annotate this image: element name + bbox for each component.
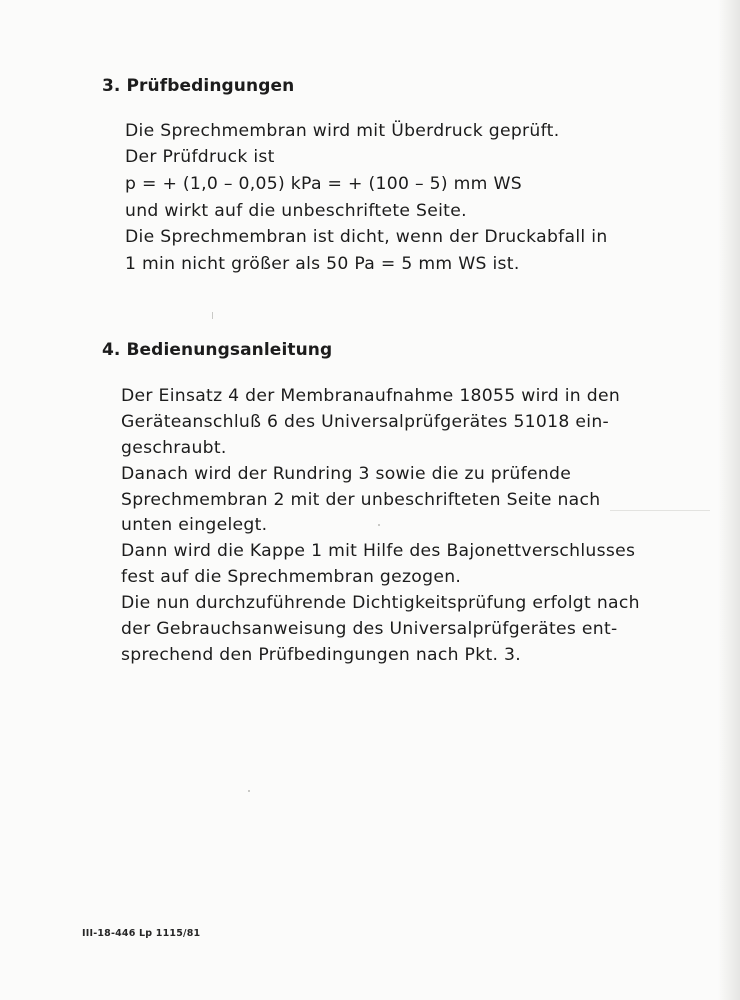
body-line: fest auf die Sprechmembran gezogen. (121, 567, 462, 587)
body-line: und wirkt auf die unbeschriftete Seite. (125, 201, 467, 221)
section-title: Bedienungsanleitung (126, 340, 333, 360)
body-line: geschraubt. (121, 438, 227, 458)
body-line: Die Sprechmembran wird mit Überdruck geprüft. (125, 121, 560, 141)
section-title: Prüfbedingungen (126, 76, 295, 96)
scan-mark (248, 790, 250, 792)
scan-mark (378, 524, 380, 526)
body-line: Geräteanschluß 6 des Universalprüfgerätes 51018 ein- (121, 412, 610, 432)
page-edge-shadow (718, 0, 740, 1000)
body-line: Der Einsatz 4 der Membranaufnahme 18055 wird in den (121, 386, 621, 406)
body-line: der Gebrauchsanweisung des Universalprüfgerätes ent- (121, 619, 618, 639)
section-number: 3. (102, 76, 121, 96)
body-line: Die nun durchzuführende Dichtigkeitsprüfung erfolgt nach (121, 593, 640, 613)
scan-mark (212, 312, 213, 319)
section-heading (102, 76, 294, 96)
body-line: Dann wird die Kappe 1 mit Hilfe des Bajonettverschlusses (121, 541, 636, 561)
body-line: Danach wird der Rundring 3 sowie die zu prüfende (121, 464, 572, 484)
body-line: Sprechmembran 2 mit der unbeschrifteten Seite nach (121, 490, 601, 510)
footer-print-code: III-18-446 Lp 1115/81 (82, 928, 201, 939)
body-line: Die Sprechmembran ist dicht, wenn der Druckabfall in (125, 227, 608, 247)
body-line: Der Prüfdruck ist (125, 147, 275, 167)
body-line: 1 min nicht größer als 50 Pa = 5 mm WS ist. (125, 254, 520, 274)
body-line: unten eingelegt. (121, 515, 268, 535)
section-number: 4. (102, 340, 121, 360)
body-line: p = + (1,0 – 0,05) kPa = + (100 – 5) mm WS (125, 174, 522, 194)
section-heading (102, 340, 332, 360)
scan-mark (610, 510, 710, 511)
body-line: sprechend den Prüfbedingungen nach Pkt. 3. (121, 645, 522, 665)
